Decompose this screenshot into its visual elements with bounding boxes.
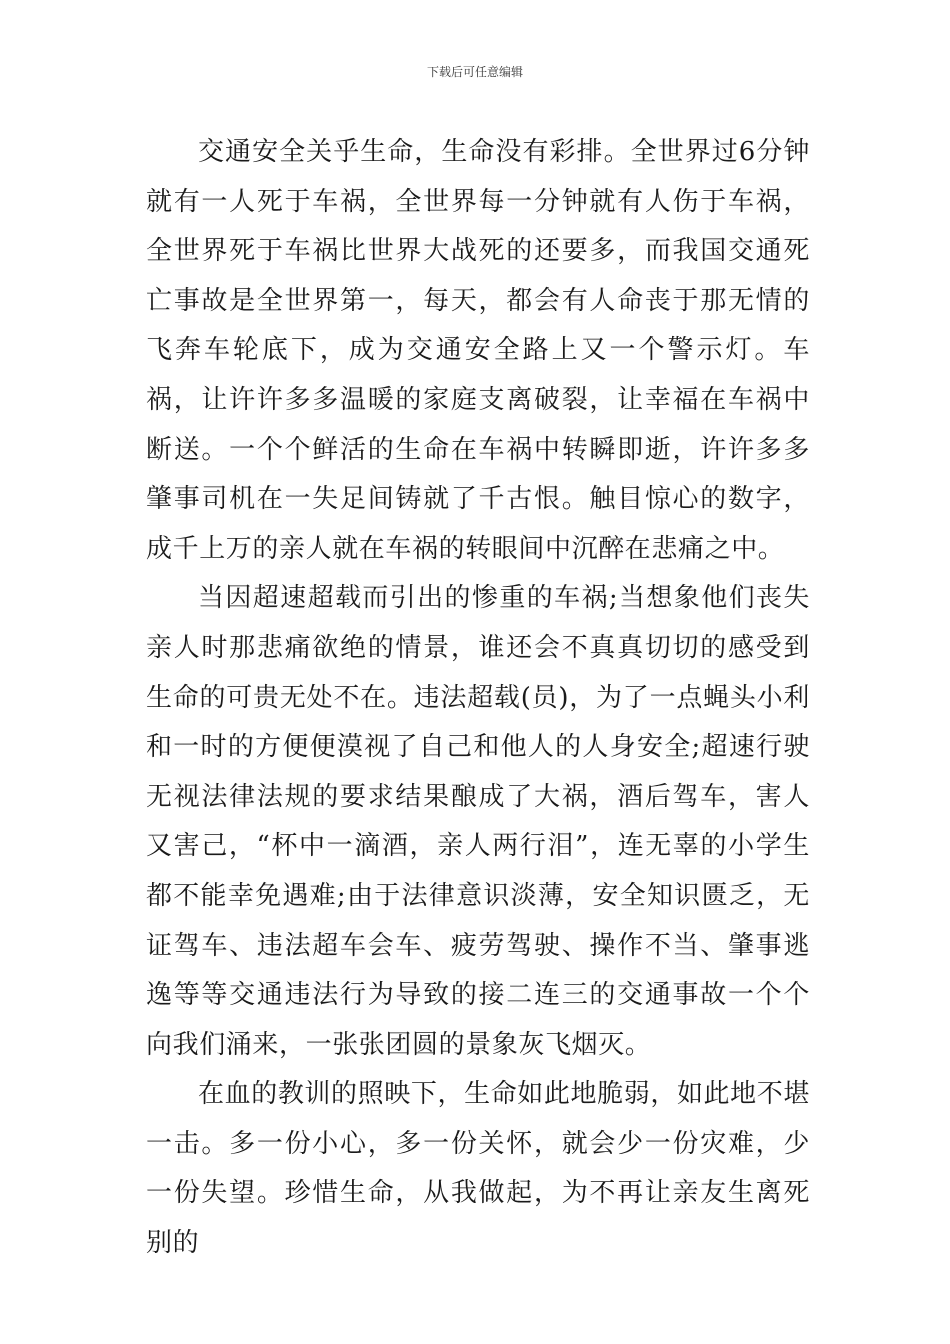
page-header: 下载后可任意编辑 [426, 65, 523, 79]
paragraph-2: 当因超速超载而引出的惨重的车祸;当想象他们丧失亲人时那悲痛欲绝的情景，谁还会不真真切切的感受到生命的可贵无处不在。违法超载(员)，为了一点蝇头小利和一时的方便便漠视了自己和他人的人身安全;超速行驶无视法律法规的要求结果酿成了大祸，酒后驾车，害人又害己，“杯中一滴酒，亲人两行泪”，连无辜的小学生都不能幸免遇难;由于法律意识淡薄，安全知识匮乏，无证驾车、违法超车会车、疲劳驾驶、操作不当、肇事逃逸等等交通违法行为导致的接二连三的交通事故一个个向我们涌来，一张张团圆的景象灰飞烟灭。 [146, 583, 810, 1060]
paragraph-3: 在血的教训的照映下，生命如此地脆弱，如此地不堪一击。多一份小心，多一份关怀，就会少一份灾难，少一份失望。珍惜生命，从我做起，为不再让亲友生离死别的 [146, 1079, 810, 1259]
paragraph-1: 交通安全关乎生命，生命没有彩排。全世界过6分钟就有一人死于车祸，全世界每一分钟就有人伤于车祸，全世界死于车祸比世界大战死的还要多，而我国交通死亡事故是全世界第一，每天，都会有人命丧于那无情的飞奔车轮底下，成为交通安全路上又一个警示灯。车祸，让许许多多温暖的家庭支离破裂，让幸福在车祸中断送。一个个鲜活的生命在车祸中转瞬即逝，许许多多肇事司机在一失足间铸就了千古恨。触目惊心的数字，成千上万的亲人就在车祸的转眼间中沉醉在悲痛之中。 [146, 137, 810, 564]
document-body [146, 128, 810, 1269]
